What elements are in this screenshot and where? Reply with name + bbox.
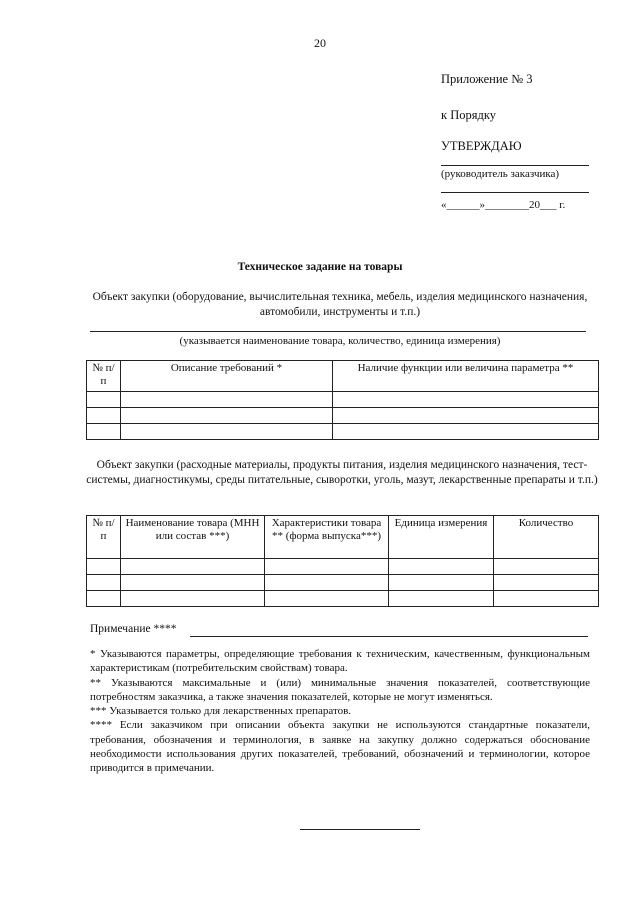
- section2-table: [86, 515, 599, 607]
- header-cell: Количество: [494, 516, 599, 559]
- note-label: Примечание ****: [90, 623, 177, 635]
- header-cell: Описание требований *: [121, 361, 333, 392]
- header-cell: Единица измерения: [389, 516, 494, 559]
- table-header-row: [87, 361, 599, 392]
- section1-intro: Объект закупки (оборудование, вычислительная техника, мебель, изделия медицинского назначения, автомобили, инструменты и т.п.): [92, 291, 588, 318]
- table-row: [87, 408, 599, 424]
- document-title: Техническое задание на товары: [237, 261, 403, 273]
- signature-line: [441, 165, 589, 166]
- header-cell: Характеристики товара ** (форма выпуска***): [265, 516, 389, 559]
- footnote: ** Указываются максимальные и (или) минимальные значения показателей, соответствующие потребностям заказчика, а также значения показателей, которые не могут изменяться.: [90, 676, 590, 703]
- table-row: [87, 575, 599, 591]
- header-cell: № п/п: [87, 361, 121, 392]
- table-row: [87, 559, 599, 575]
- header-cell: № п/п: [87, 516, 121, 559]
- table-row: [87, 591, 599, 607]
- order-reference: к Порядку: [441, 108, 496, 122]
- section1-fill-line: [90, 331, 586, 332]
- end-separator: [300, 829, 420, 830]
- header-cell: Наименование товара (МНН или состав ***): [121, 516, 265, 559]
- header-cell: Наличие функции или величина параметра **: [333, 361, 599, 392]
- table-header-row: [87, 516, 599, 559]
- footnote: **** Если заказчиком при описании объекта закупки не используются стандартные показатели, требования, обозначения и терминология, в заявке на закупку должно содержаться обоснование необходимости использования других показателей, требований, обозначений и терминологии, которое приводится в примечании.: [90, 719, 590, 775]
- footnote: * Указываются параметры, определяющие требования к техническим, качественным, функциональным характеристикам (потребительским свойствам) товара.: [90, 648, 590, 675]
- footnote: *** Указывается только для лекарственных препаратов.: [90, 705, 352, 718]
- page-number: 20: [314, 36, 326, 50]
- date-line: «______»________20___ г.: [441, 199, 566, 211]
- section1-table: [86, 360, 599, 440]
- footnotes: [90, 647, 590, 776]
- signature-line-2: [441, 192, 589, 193]
- section2-intro: Объект закупки (расходные материалы, продукты питания, изделия медицинского назначения, тест-системы, диагностикумы, среды питательные, сыворотки, уголь, мазут, лекарственные препараты и т.п.): [86, 459, 598, 486]
- table-row: [87, 392, 599, 408]
- section1-caption: (указывается наименование товара, количество, единица измерения): [179, 335, 501, 347]
- appendix-label: Приложение № 3: [441, 72, 533, 86]
- table-row: [87, 424, 599, 440]
- approve-label: УТВЕРЖДАЮ: [441, 139, 522, 153]
- note-fill-line: [190, 636, 588, 637]
- head-caption: (руководитель заказчика): [441, 168, 560, 180]
